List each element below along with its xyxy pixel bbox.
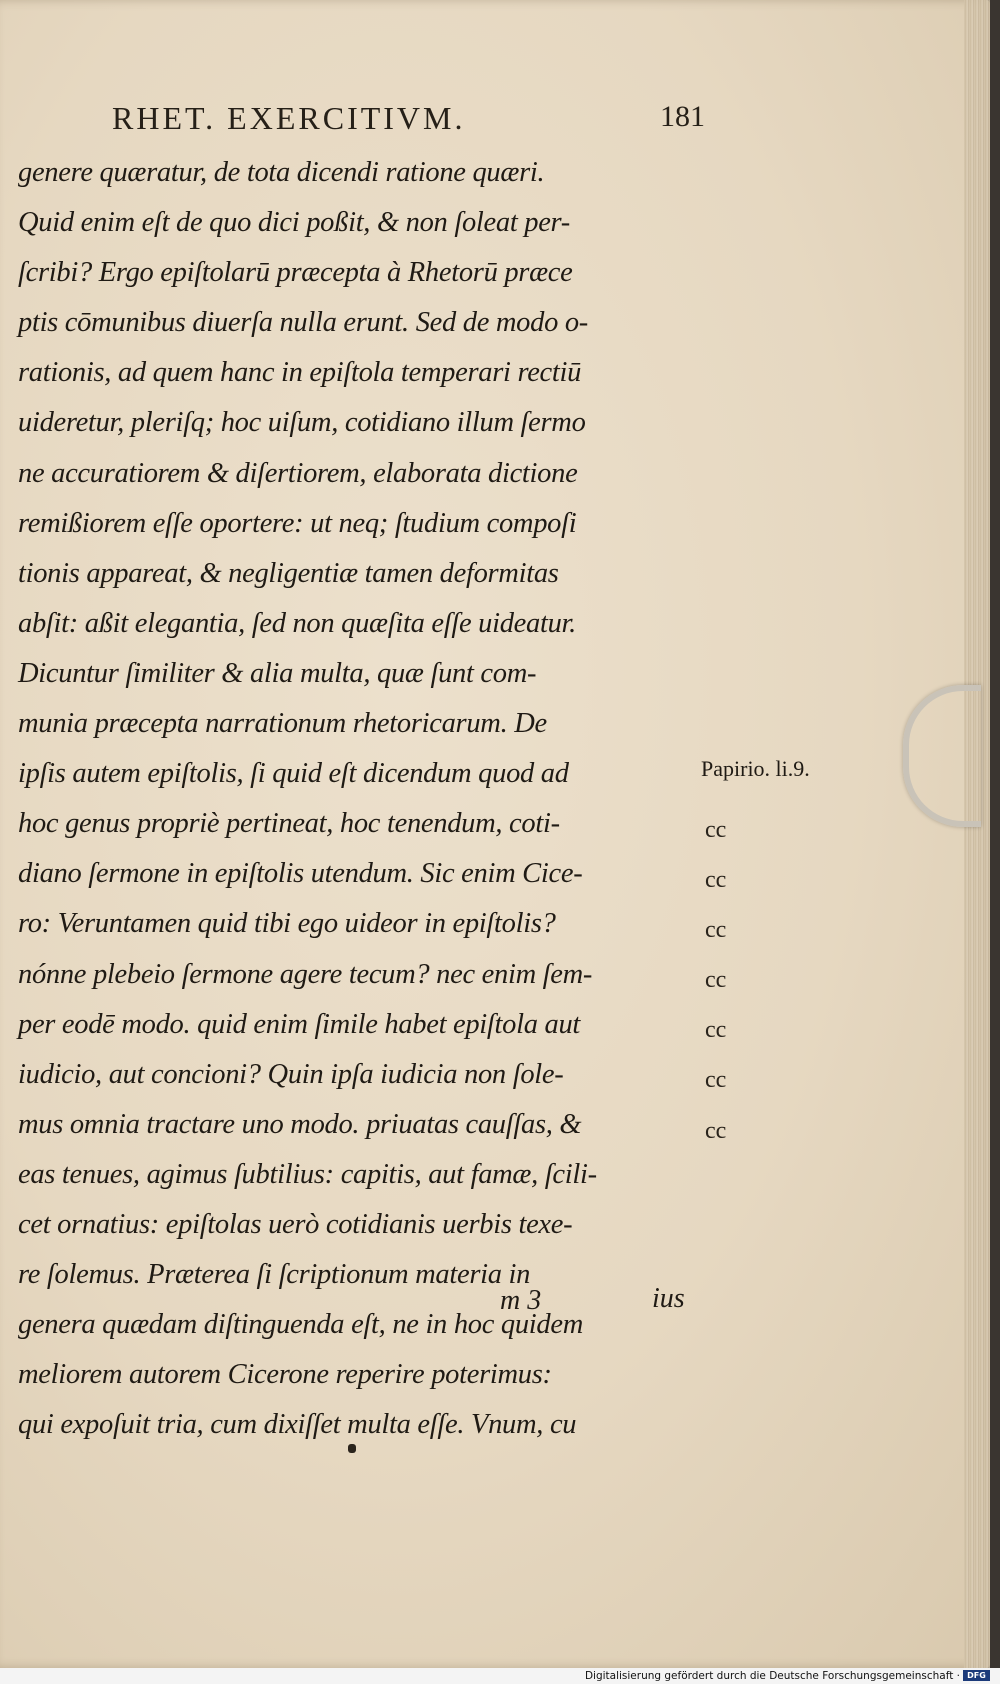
- text-line: genere quæratur, de tota dicendi ratione quæri.: [18, 157, 545, 188]
- quote-mark: cc: [705, 967, 727, 994]
- quote-mark: cc: [705, 817, 727, 843]
- digitization-credit: Digitalisierung gefördert durch die Deutsche Forschungsgemeinschaft ·: [584, 1670, 960, 1682]
- text-line: per eodē modo. quid enim ſimile habet epiſtola aut: [18, 1008, 581, 1040]
- text-line: hoc genus propriè pertineat, hoc tenendum, coti-: [18, 808, 560, 840]
- text-line: ro: Veruntamen quid tibi ego uideor in epiſtolis?: [18, 908, 556, 940]
- text-line: ne accuratiorem & diſertiorem, elaborata dictione: [18, 457, 578, 489]
- ink-spot: [348, 1444, 356, 1453]
- body-text: [18, 148, 708, 1450]
- text-line: iudicio, aut concioni? Quin ipſa iudicia non ſole-: [18, 1058, 564, 1090]
- text-line: genera quædam diſtinguenda eſt, ne in hoc quidem: [18, 1309, 584, 1341]
- marginal-reference: Papirio. li.9.: [701, 756, 810, 781]
- text-line: ipſis autem epiſtolis, ſi quid eſt dicendum quod ad: [18, 758, 569, 790]
- quote-mark: cc: [705, 917, 727, 944]
- text-line: eas tenues, agimus ſubtilius: capitis, aut famæ, ſcili-: [18, 1158, 597, 1190]
- text-line: nónne plebeio ſermone agere tecum? nec enim ſem-: [18, 958, 593, 990]
- text-line: meliorem autorem Cicerone reperire poterimus:: [18, 1359, 552, 1391]
- text-line: re ſolemus. Præterea ſi ſcriptionum materia in: [18, 1259, 531, 1291]
- dfg-logo: DFG: [963, 1670, 990, 1681]
- text-line: mus omnia tractare uno modo. priuatas cauſſas, &: [18, 1108, 582, 1140]
- folio-number: 181: [660, 100, 705, 133]
- text-line: remißiorem eſſe oportere: ut neq; ſtudium compoſi: [18, 507, 577, 539]
- text-line: abſit: aßit elegantia, ſed non quæſita eſſe uideatur.: [18, 607, 576, 639]
- text-line: ſcribi? Ergo epiſtolarū præcepta à Rhetorū præce: [18, 257, 573, 289]
- text-line: munia præcepta narrationum rhetoricarum. De: [18, 708, 547, 740]
- signature-mark: m 3: [500, 1285, 542, 1316]
- text-line: rationis, ad quem hanc in epiſtola temperari rectiū: [18, 357, 582, 389]
- quotation-marks-column: [705, 808, 726, 1159]
- text-line: diano ſermone in epiſtolis utendum. Sic enim Cice-: [18, 858, 583, 890]
- text-line: tionis appareat, & negligentiæ tamen deformitas: [18, 557, 559, 589]
- quote-mark: cc: [705, 1117, 727, 1144]
- quote-mark: cc: [705, 1067, 727, 1094]
- text-line: qui expoſuit tria, cum dixiſſet multa eſſe. Vnum, cu: [18, 1409, 577, 1441]
- quote-mark: cc: [705, 1017, 727, 1044]
- text-line: Dicuntur ſimiliter & alia multa, quæ ſunt com-: [18, 657, 537, 689]
- catchword: ius: [652, 1283, 685, 1314]
- text-line: Quid enim eſt de quo dici poßit, & non ſoleat per-: [18, 207, 570, 239]
- text-line: cet ornatius: epiſtolas uerò cotidianis uerbis texe-: [18, 1208, 573, 1240]
- page-stack-edge: [964, 0, 990, 1668]
- text-line: ptis cōmunibus diuerſa nulla erunt. Sed de modo o-: [18, 307, 588, 339]
- text-line: uideretur, pleriſq; hoc uiſum, cotidiano illum ſermo: [18, 407, 586, 439]
- running-head: RHET. EXERCITIVM.: [112, 100, 466, 136]
- quote-mark: cc: [705, 867, 727, 894]
